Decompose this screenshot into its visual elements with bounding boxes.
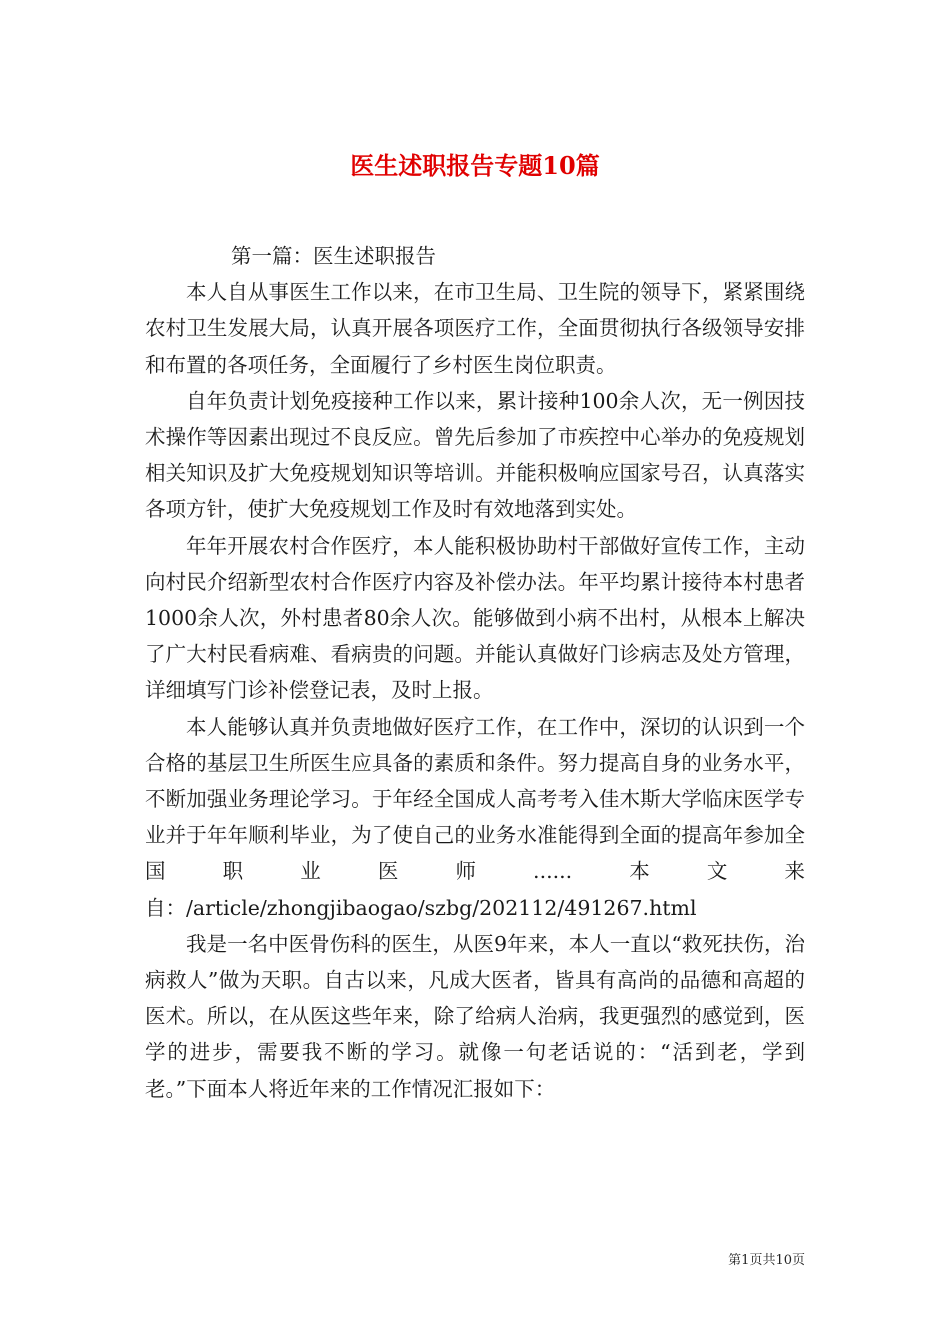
- page-number: 第1页共10页: [728, 1253, 805, 1268]
- section-heading: 第一篇：医生述职报告: [231, 244, 436, 268]
- paragraph-4: 本人能够认真并负责地做好医疗工作，在工作中，深切的认识到一个合格的基层卫生所医生应具备的素质和条件。努力提高自身的业务水平，不断加强业务理论学习。于年经全国成人高考考入佳木斯大学临床医学专业并于年年顺利毕业，为了使自己的业务水准能得到全面的提高年参加全国职业医师......本文来自：/article/zhongjibaogao/szbg/202112/491267.html: [145, 714, 805, 920]
- paragraph-5: 我是一名中医骨伤科的医生，从医9年来，本人一直以“救死扶伤，治病救人”做为天职。自古以来，凡成大医者，皆具有高尚的品德和高超的医术。所以，在从医这些年来，除了给病人治病，我更强烈的感觉到，医学的进步，需要我不断的学习。就像一句老话说的：“活到老，学到老。”下面本人将近年来的工作情况汇报如下：: [145, 931, 805, 1101]
- paragraph-1: 本人自从事医生工作以来，在市卫生局、卫生院的领导下，紧紧围绕农村卫生发展大局，认真开展各项医疗工作，全面贯彻执行各级领导安排和布置的各项任务，全面履行了乡村医生岗位职责。: [145, 280, 805, 377]
- paragraph-2: 自年负责计划免疫接种工作以来，累计接种100余人次，无一例因技术操作等因素出现过不良反应。曾先后参加了市疾控中心举办的免疫规划相关知识及扩大免疫规划知识等培训。并能积极响应国家号召，认真落实各项方针，使扩大免疫规划工作及时有效地落到实处。: [145, 388, 805, 522]
- paragraph-3: 年年开展农村合作医疗，本人能积极协助村干部做好宣传工作，主动向村民介绍新型农村合作医疗内容及补偿办法。年平均累计接待本村患者1000余人次，外村患者80余人次。能够做到小病不出村，从根本上解决了广大村民看病难、看病贵的问题。并能认真做好门诊病志及处方管理，详细填写门诊补偿登记表，及时上报。: [145, 533, 805, 703]
- document-title: 医生述职报告专题10篇: [350, 151, 600, 181]
- document-body: [145, 238, 805, 1107]
